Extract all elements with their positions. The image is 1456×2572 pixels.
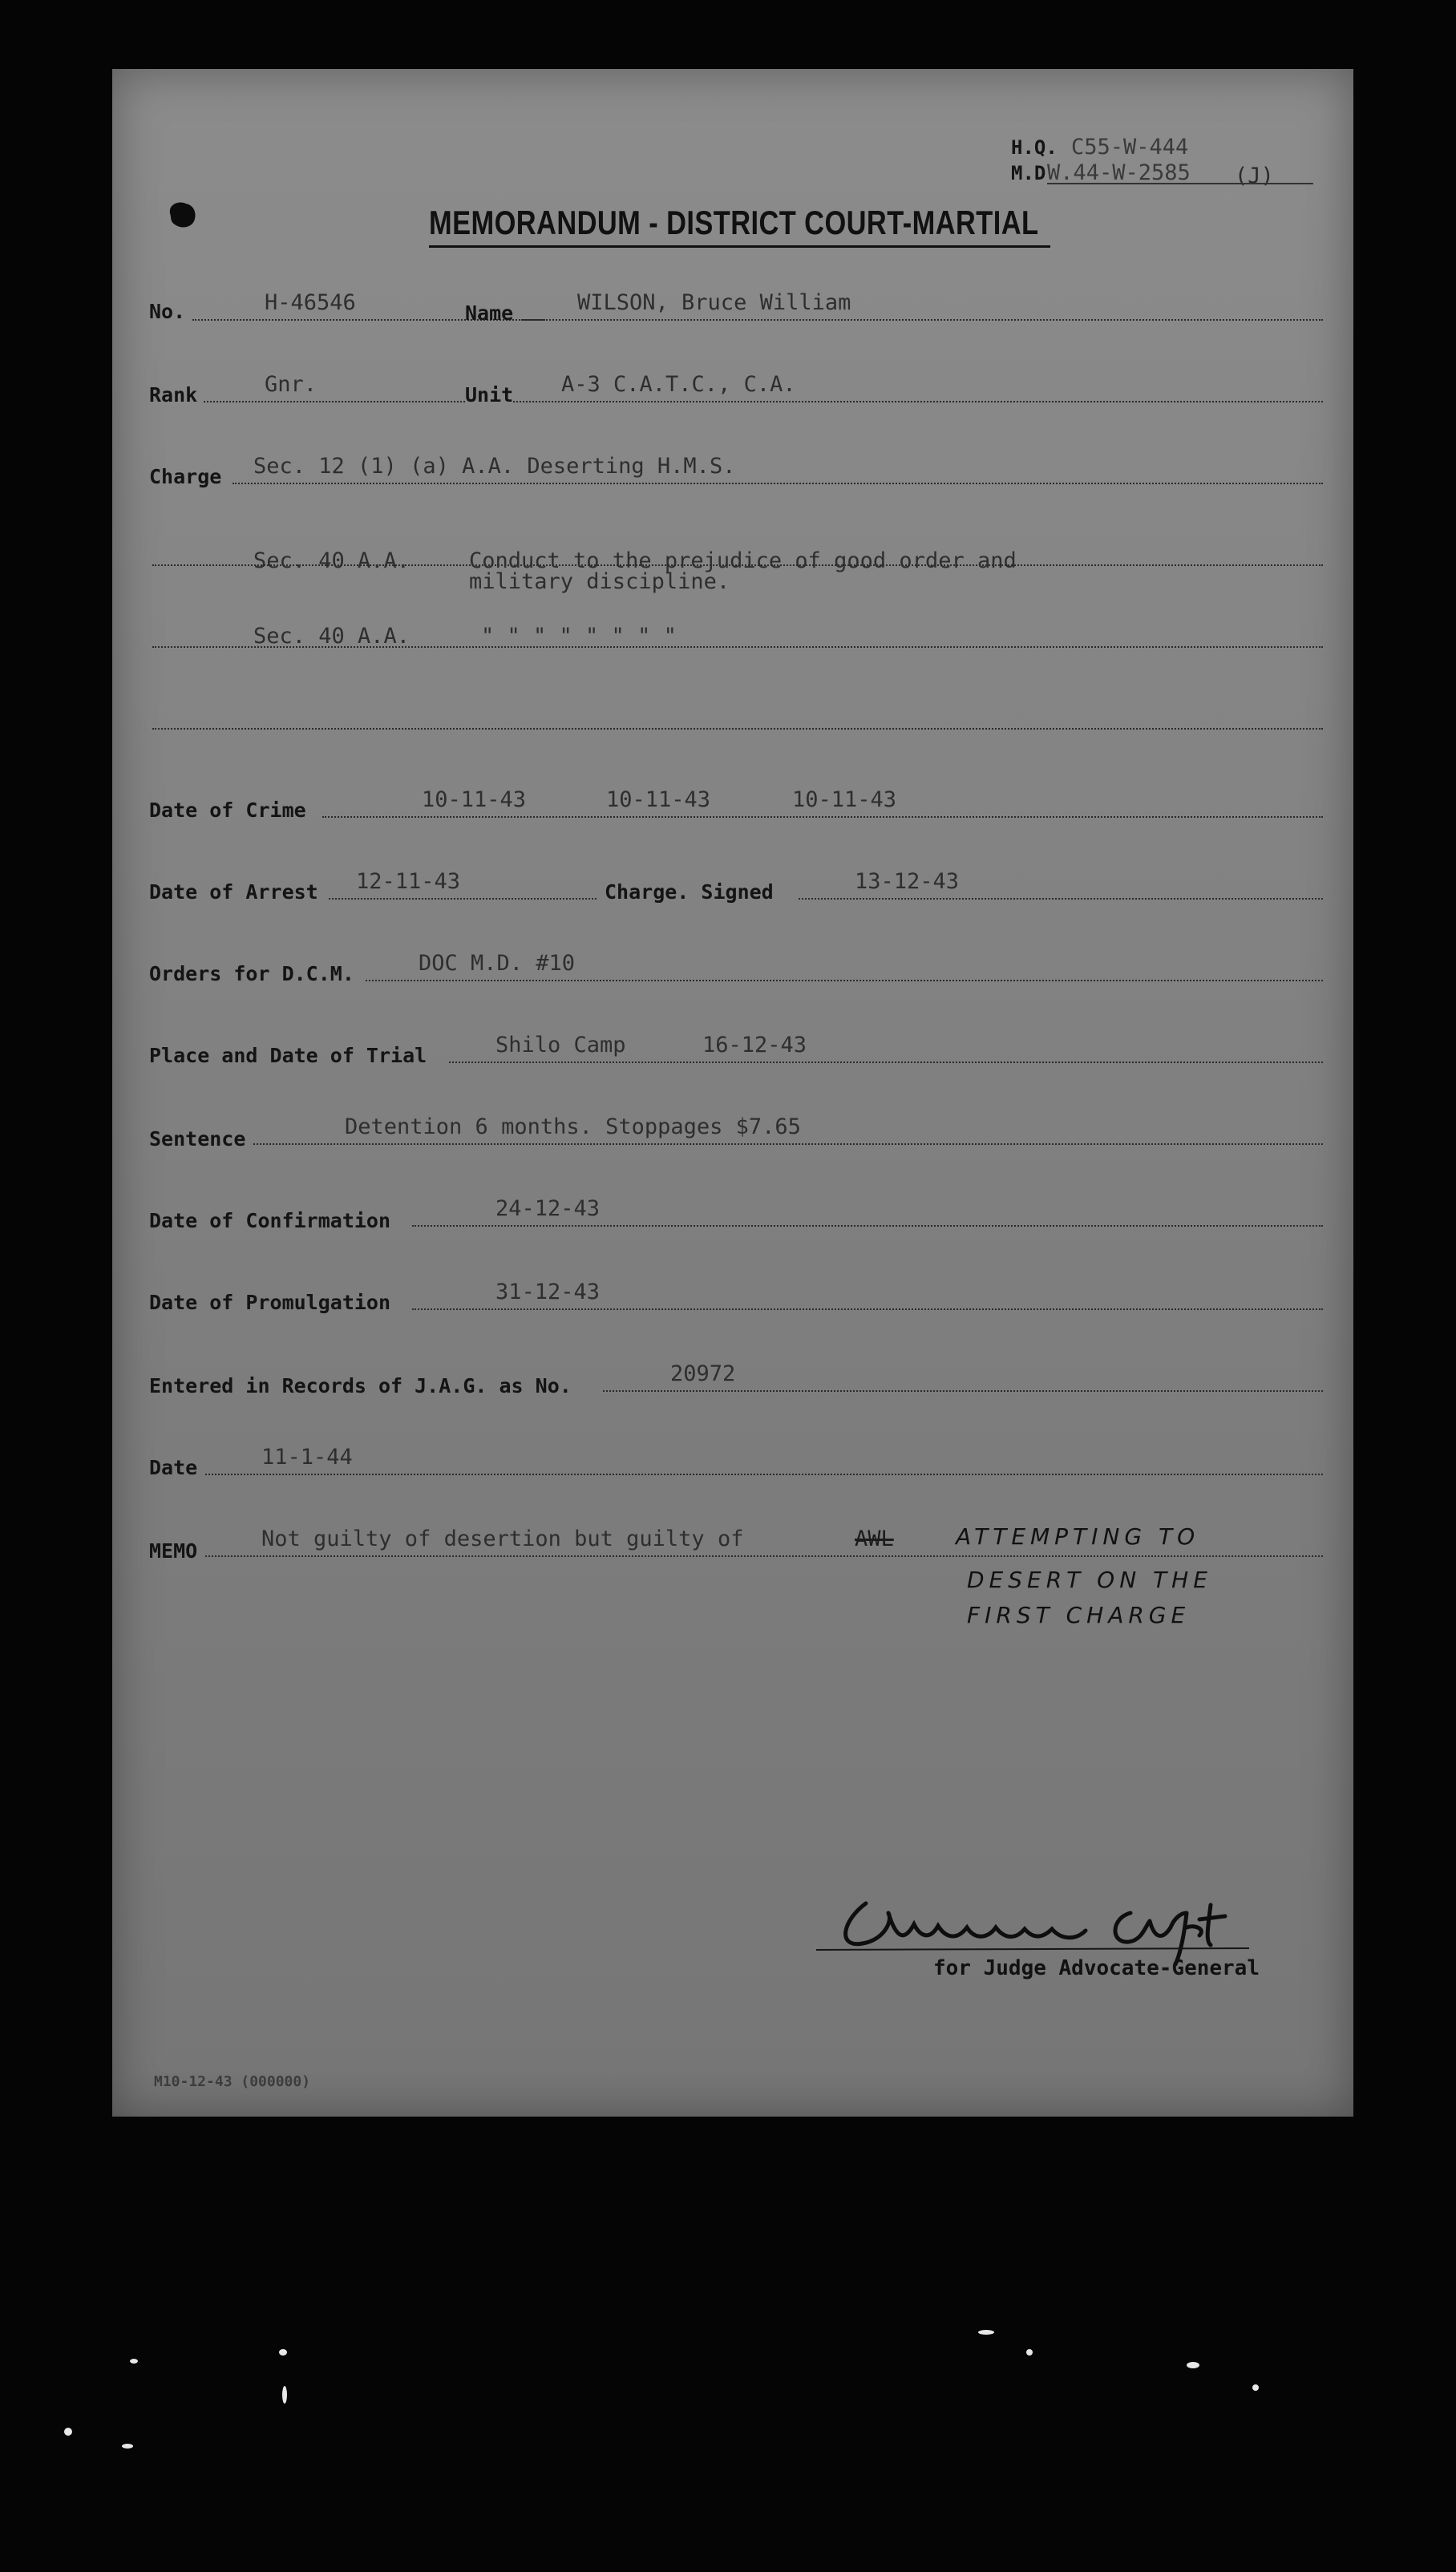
memo-struck-text: AWL (855, 1527, 894, 1551)
date-line (205, 1474, 1323, 1475)
sentence-value: Detention 6 months. Stoppages $7.65 (345, 1114, 801, 1139)
trial-place: Shilo Camp (495, 1033, 626, 1058)
charge-3-ditto: " " " " " " " " (481, 624, 677, 649)
md-number: W.44-W-2585 (1047, 160, 1191, 185)
sentence-label: Sentence (149, 1127, 246, 1151)
crime-date-3: 10-11-43 (792, 787, 897, 812)
promulgation-line (412, 1308, 1323, 1310)
charge-2-text: Conduct to the prejudice of good order and (469, 548, 1017, 573)
date-of-crime-line (322, 816, 1323, 818)
record-date: 11-1-44 (261, 1445, 353, 1470)
date-of-arrest-label: Date of Arrest (149, 880, 318, 904)
charge-2-text-cont: military discipline. (469, 569, 730, 594)
charge-signed-label: Charge. Signed (605, 880, 774, 904)
charge-line-1 (233, 483, 1323, 484)
orders-line (366, 980, 1323, 981)
form-code: M10-12-43 (000000) (154, 2073, 311, 2090)
memorandum-page (112, 69, 1353, 2117)
background-speck (1026, 2349, 1033, 2356)
trial-date: 16-12-43 (702, 1033, 807, 1058)
crime-date-1: 10-11-43 (422, 787, 527, 812)
memo-handwritten-line-3: FIRST CHARGE (967, 1602, 1191, 1628)
hq-number: C55-W-444 (1071, 135, 1189, 160)
hq-label: H.Q. (1011, 136, 1058, 159)
date-of-arrest-line (329, 898, 597, 900)
charge-label: Charge (149, 465, 222, 488)
rank-line (204, 401, 465, 402)
crime-date-2: 10-11-43 (606, 787, 711, 812)
background-speck (279, 2349, 287, 2356)
charge-line-4 (152, 728, 1323, 730)
date-of-crime-label: Date of Crime (149, 799, 306, 822)
sentence-line (253, 1143, 1323, 1145)
soldier-name: WILSON, Bruce William (577, 290, 851, 315)
rank-label: Rank (149, 383, 198, 406)
memo-line (205, 1555, 1323, 1557)
signature-caption: for Judge Advocate-General (933, 1956, 1260, 1980)
background-speck (978, 2330, 994, 2335)
arrest-date: 12-11-43 (356, 869, 461, 894)
no-label: No. (149, 300, 186, 323)
md-label: M.D (1011, 162, 1046, 184)
charge-1-text: Sec. 12 (1) (a) A.A. Deserting H.M.S. (253, 454, 736, 479)
jag-record-label: Entered in Records of J.A.G. as No. (149, 1374, 572, 1397)
ink-blot-mark (165, 199, 200, 231)
charge-3-section: Sec. 40 A.A. (253, 624, 411, 649)
charge-signed-date: 13-12-43 (855, 869, 960, 894)
background-speck (130, 2359, 138, 2364)
charge-2-section: Sec. 40 A.A. (253, 548, 411, 573)
jag-record-line (603, 1390, 1323, 1392)
date-label: Date (149, 1456, 198, 1479)
trial-place-label: Place and Date of Trial (149, 1044, 427, 1067)
memo-label: MEMO (149, 1539, 198, 1563)
confirmation-line (412, 1225, 1323, 1227)
promulgation-date: 31-12-43 (495, 1280, 601, 1304)
rank-value: Gnr. (265, 372, 317, 397)
memo-handwritten-line-2: DESERT ON THE (967, 1567, 1212, 1593)
confirmation-label: Date of Confirmation (149, 1209, 391, 1232)
background-speck (282, 2386, 287, 2404)
orders-label: Orders for D.C.M. (149, 962, 354, 985)
confirmation-date: 24-12-43 (495, 1196, 601, 1221)
name-label: Name (465, 301, 514, 325)
title-underline (429, 245, 1050, 248)
charge-signed-line (799, 898, 1323, 900)
memo-handwritten-line-1: ATTEMPTING TO (956, 1523, 1200, 1550)
name-line (521, 319, 1323, 321)
background-speck (1252, 2384, 1259, 2391)
unit-label: Unit (465, 383, 514, 406)
memo-typed-text: Not guilty of desertion but guilty of (261, 1527, 744, 1551)
unit-value: A-3 C.A.T.C., C.A. (561, 372, 796, 397)
background-speck (64, 2428, 72, 2436)
service-number: H-46546 (265, 290, 356, 315)
background-speck (122, 2444, 133, 2449)
background-speck (1187, 2362, 1199, 2368)
md-strike-line (1047, 183, 1313, 184)
page-title: MEMORANDUM - DISTRICT COURT-MARTIAL (429, 204, 1039, 241)
orders-value: DOC M.D. #10 (419, 951, 576, 976)
md-suffix: (J) (1235, 164, 1274, 188)
trial-place-line (449, 1062, 1323, 1063)
unit-line (513, 401, 1323, 402)
jag-record-number: 20972 (670, 1361, 736, 1386)
promulgation-label: Date of Promulgation (149, 1291, 391, 1314)
